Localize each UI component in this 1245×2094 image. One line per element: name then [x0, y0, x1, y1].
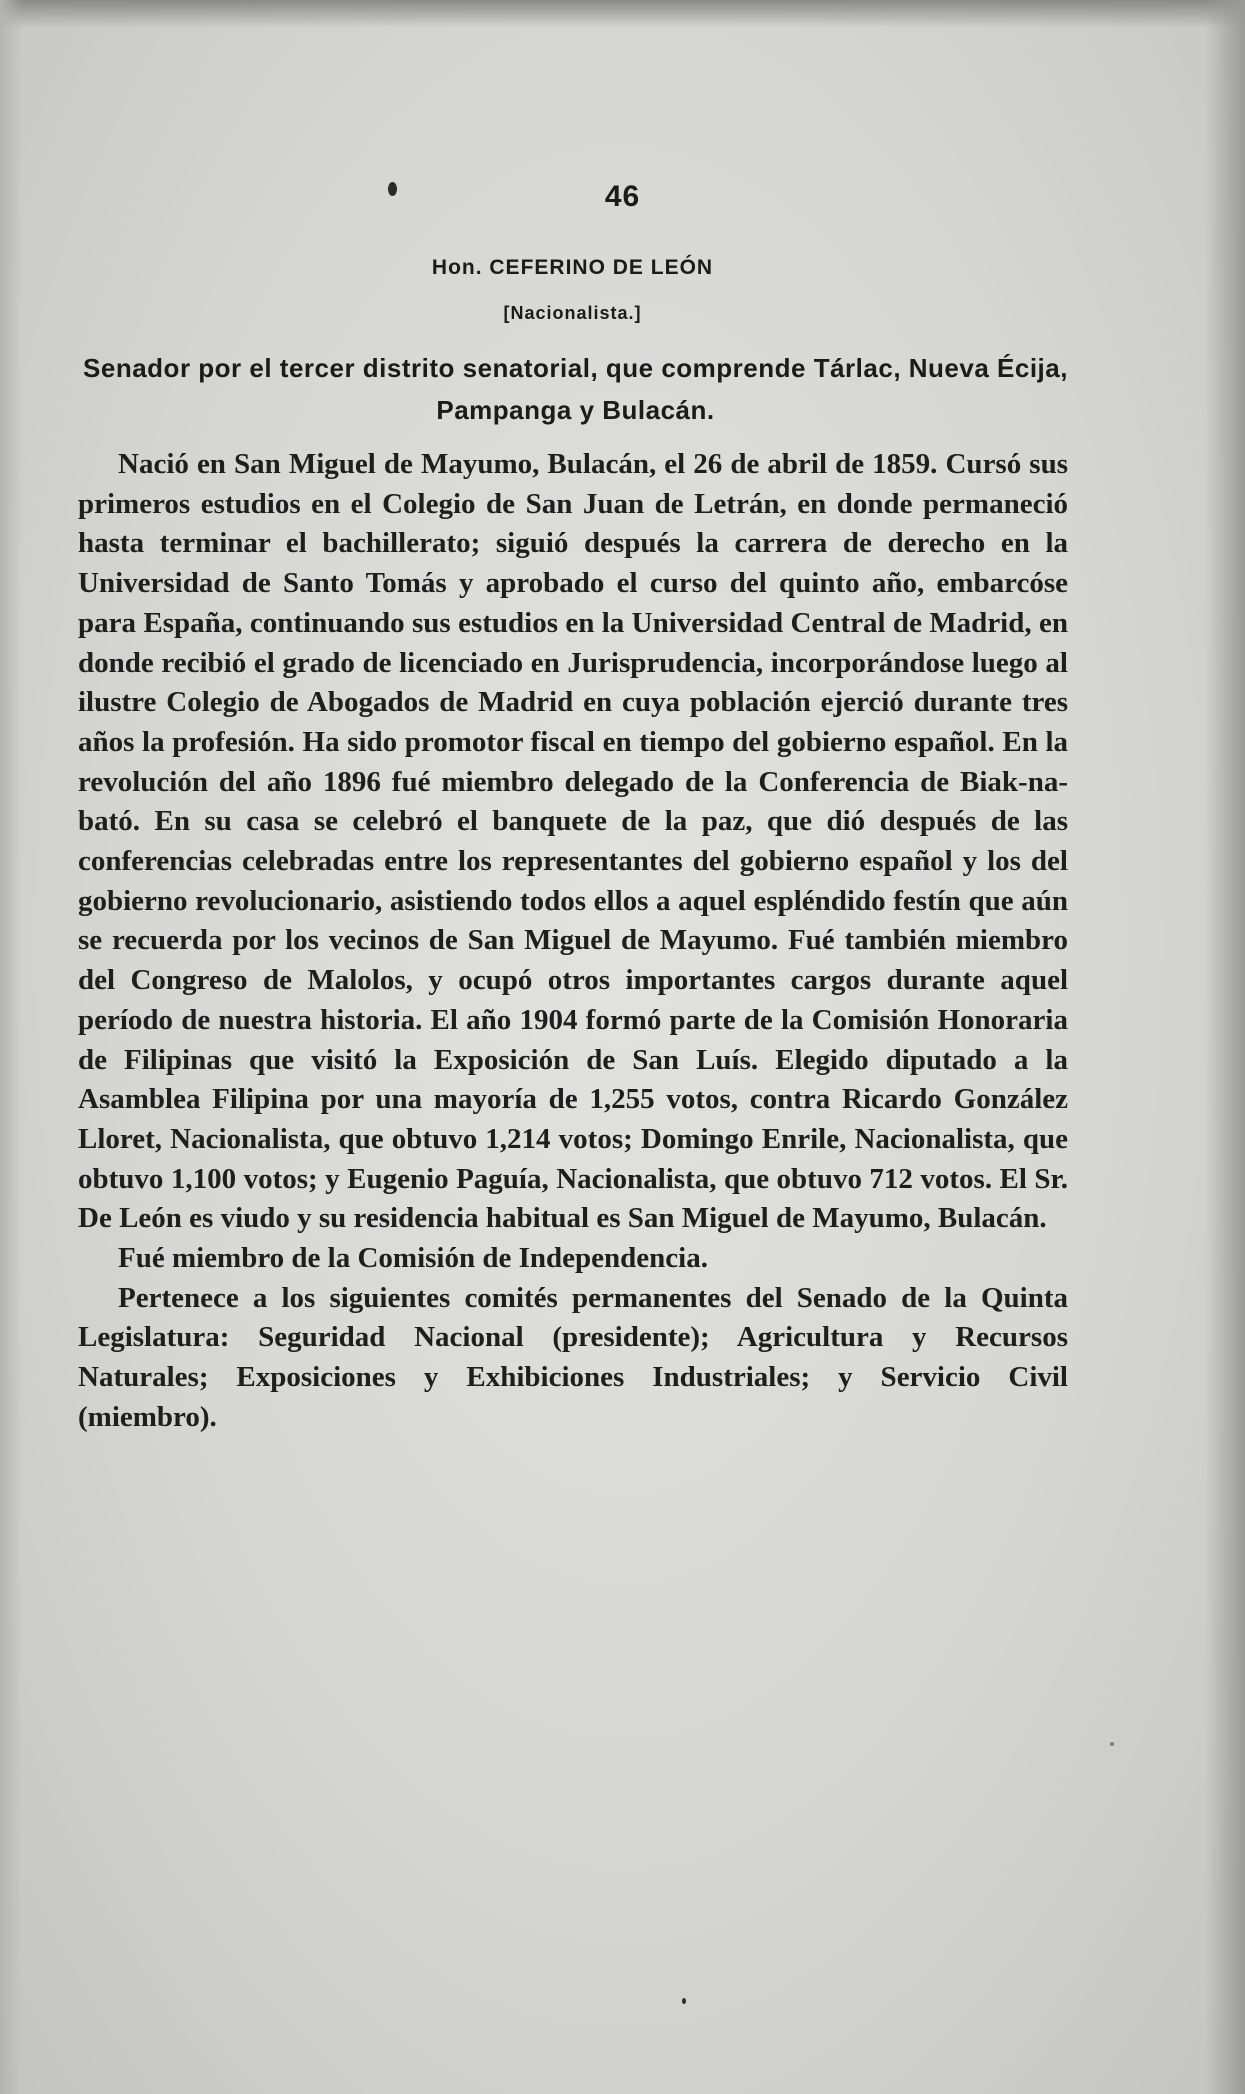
ink-speck	[1110, 1742, 1114, 1746]
page-edge-shadow-left	[0, 0, 22, 2094]
ink-speck	[682, 1998, 686, 2004]
biography-text	[78, 445, 1068, 1438]
district-description: Senador por el tercer distrito senatorial, que comprende Tárlac, Nueva Écija, Pampanga y Bulacán.	[83, 353, 1068, 425]
page-number: 46	[604, 180, 641, 213]
senator-name: Hon. CEFERINO DE LEÓN	[431, 256, 714, 279]
party-affiliation: [Nacionalista.]	[503, 303, 642, 323]
biography-paragraph: Pertenece a los siguientes comités permanentes del Senado de la Quinta Legislatura: Seguridad Nacional (presidente); Agricultura y Recursos Naturales; Exposiciones y Exhibiciones Industriales; y Servicio Civil (miembro).	[78, 1281, 1068, 1433]
page-edge-shadow-right	[1205, 0, 1245, 2094]
biography-paragraph: Fué miembro de la Comisión de Independencia.	[118, 1242, 708, 1275]
biography-paragraph: Nació en San Miguel de Mayumo, Bulacán, el 26 de abril de 1859. Cursó sus primeros estudios en el Colegio de San Juan de Letrán, en donde permaneció hasta terminar el bachillerato; siguió después la carrera de derecho en la Universidad de Santo Tomás y aprobado el curso del quinto año, embarcóse para España, continuando sus estudios en la Universidad Central de Madrid, en donde recibió el grado de licenciado en Jurisprudencia, incorporándose luego al ilustre Colegio de Abogados de Madrid en cuya población ejerció durante tres años la profesión. Ha sido promotor fiscal en tiempo del gobierno español. En la revolución del año 1896 fué miembro delegado de la Conferencia de Biak-na-bató. En su casa se celebró el banquete de la paz, que dió después de las conferencias celebradas entre los representantes del gobierno español y los del gobierno revolucionario, asistiendo todos ellos a aquel espléndido festín que aún se recuerda por los vecinos de San Miguel de Mayumo. Fué también miembro del Congreso de Malolos, y ocupó otros importantes cargos durante aquel período de nuestra historia. El año 1904 formó parte de la Comisión Honoraria de Filipinas que visitó la Exposición de San Luís. Elegido diputado a la Asamblea Filipina por una mayoría de 1,255 votos, contra Ricardo González Lloret, Nacionalista, que obtuvo 1,214 votos; Domingo Enrile, Nacionalista, que obtuvo 1,100 votos; y Eugenio Paguía, Nacionalista, que obtuvo 712 votos. El Sr. De León es viudo y su residencia habitual es San Miguel de Mayumo, Bulacán.	[78, 448, 1068, 1235]
page-edge-shadow-top	[0, 0, 1245, 28]
